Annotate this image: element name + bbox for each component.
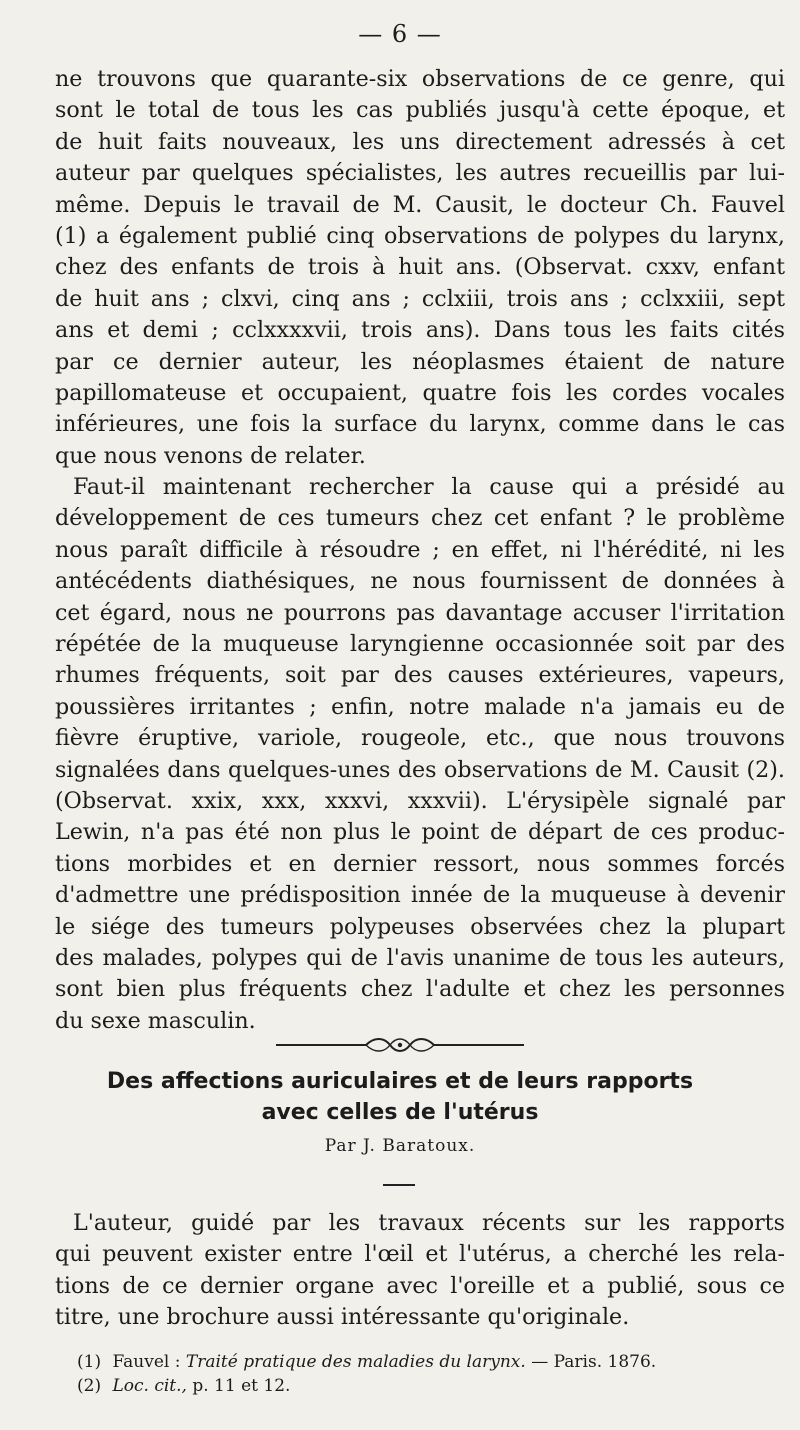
- footnote-title: Traité pratique des maladies du larynx.: [185, 1352, 526, 1372]
- body-text: [55, 64, 785, 1037]
- text-line: tions de ce dernier organe avec l'oreille et a publié, sous ce: [55, 1272, 785, 1299]
- text-line: des malades, polypes qui de l'avis unanime de tous les auteurs,: [55, 944, 785, 971]
- text-line: que nous venons de relater.: [55, 442, 366, 469]
- text-line: Lewin, n'a pas été non plus le point de départ de ces produc-: [55, 819, 785, 846]
- text-line: chez des enfants de trois à huit ans. (Observat. cxxv, enfant: [55, 254, 785, 281]
- paragraph-continuation: [55, 64, 785, 472]
- text-line: ne trouvons que quarante-six observations de ce genre, qui: [55, 66, 785, 92]
- text-line: fièvre éruptive, variole, rougeole, etc., que nous trouvons: [55, 725, 785, 752]
- ornamental-divider: [270, 1028, 530, 1062]
- text-line: inférieures, une fois la surface du larynx, comme dans le cas: [55, 411, 785, 438]
- text-line: ans et demi ; cclxxxxvii, trois ans). Dans tous les faits cités: [55, 317, 785, 344]
- text-line: tions morbides et en dernier ressort, nous sommes forcés: [55, 850, 785, 877]
- footnote-label: (2): [77, 1376, 102, 1396]
- text-line: rhumes fréquents, soit par des causes extérieures, vapeurs,: [55, 662, 785, 689]
- text-line: (1) a également publié cinq observations de polypes du larynx,: [55, 222, 785, 249]
- text-line: développement de ces tumeurs chez cet enfant ? le problème: [55, 505, 785, 532]
- text-line: titre, une brochure aussi intéressante qu'originale.: [55, 1304, 630, 1331]
- text-line: d'admettre une prédisposition innée de la muqueuse à devenir: [55, 882, 785, 909]
- text-line: sont le total de tous les cas publiés jusqu'à cette époque, et: [55, 97, 785, 124]
- article-title-line: Des affections auriculaires et de leurs rapports: [106, 1069, 694, 1094]
- footnote-label: (1): [77, 1352, 102, 1372]
- text-line: même. Depuis le travail de M. Causit, le docteur Ch. Fauvel: [55, 191, 785, 218]
- text-line: (Observat. xxix, xxx, xxxvi, xxxvii). L'érysipèle signalé par: [55, 787, 785, 814]
- text-line: nous paraît difficile à résoudre ; en effet, ni l'hérédité, ni les: [55, 536, 785, 563]
- text-line: L'auteur, guidé par les travaux récents sur les rapports: [73, 1210, 785, 1236]
- article-text: [55, 1208, 785, 1334]
- text-line: le siége des tumeurs polypeuses observées chez la plupart: [55, 913, 785, 940]
- text-line: qui peuvent exister entre l'œil et l'utérus, a cherché les rela-: [55, 1241, 785, 1268]
- footnote: [77, 1350, 787, 1374]
- footnotes: [77, 1350, 787, 1398]
- text-line: Faut-il maintenant rechercher la cause qui a présidé au: [73, 474, 785, 501]
- footnote-rest: — Paris. 1876.: [531, 1352, 657, 1372]
- text-line: de huit faits nouveaux, les uns directement adressés à cet: [55, 128, 785, 155]
- footnote-author: Fauvel :: [112, 1352, 181, 1372]
- text-line: sont bien plus fréquents chez l'adulte et chez les personnes: [55, 976, 785, 1003]
- text-line: par ce dernier auteur, les néoplasmes étaient de nature: [55, 348, 785, 375]
- article-title: [0, 1066, 800, 1128]
- footnote-rest: p. 11 et 12.: [192, 1376, 291, 1396]
- text-line: papillomateuse et occupaient, quatre fois les cordes vocales: [55, 379, 785, 406]
- text-line: de huit ans ; clxvi, cinq ans ; cclxiii, trois ans ; cclxxiii, sept: [55, 285, 785, 312]
- ornament-rule-icon: [270, 1028, 530, 1062]
- text-line: du sexe masculin.: [55, 1007, 256, 1034]
- footnote: [77, 1374, 787, 1398]
- text-line: cet égard, nous ne pourrons pas davantage accuser l'irritation: [55, 599, 785, 626]
- page-number: — 6 —: [358, 20, 442, 48]
- short-divider: [383, 1184, 415, 1186]
- footnote-title: Loc. cit.,: [112, 1376, 187, 1396]
- text-line: répétée de la muqueuse laryngienne occasionnée soit par des: [55, 631, 785, 658]
- article-title-line: avec celles de l'utérus: [261, 1100, 539, 1125]
- text-line: signalées dans quelques-unes des observations de M. Causit (2).: [55, 756, 785, 783]
- paragraph-cause: [55, 472, 785, 1037]
- text-line: antécédents diathésiques, ne nous fournissent de données à: [55, 568, 785, 595]
- text-line: auteur par quelques spécialistes, les autres recueillis par lui-: [55, 160, 785, 187]
- text-line: poussières irritantes ; enfin, notre malade n'a jamais eu de: [55, 693, 785, 720]
- article-byline: Par J. Baratoux.: [324, 1136, 476, 1156]
